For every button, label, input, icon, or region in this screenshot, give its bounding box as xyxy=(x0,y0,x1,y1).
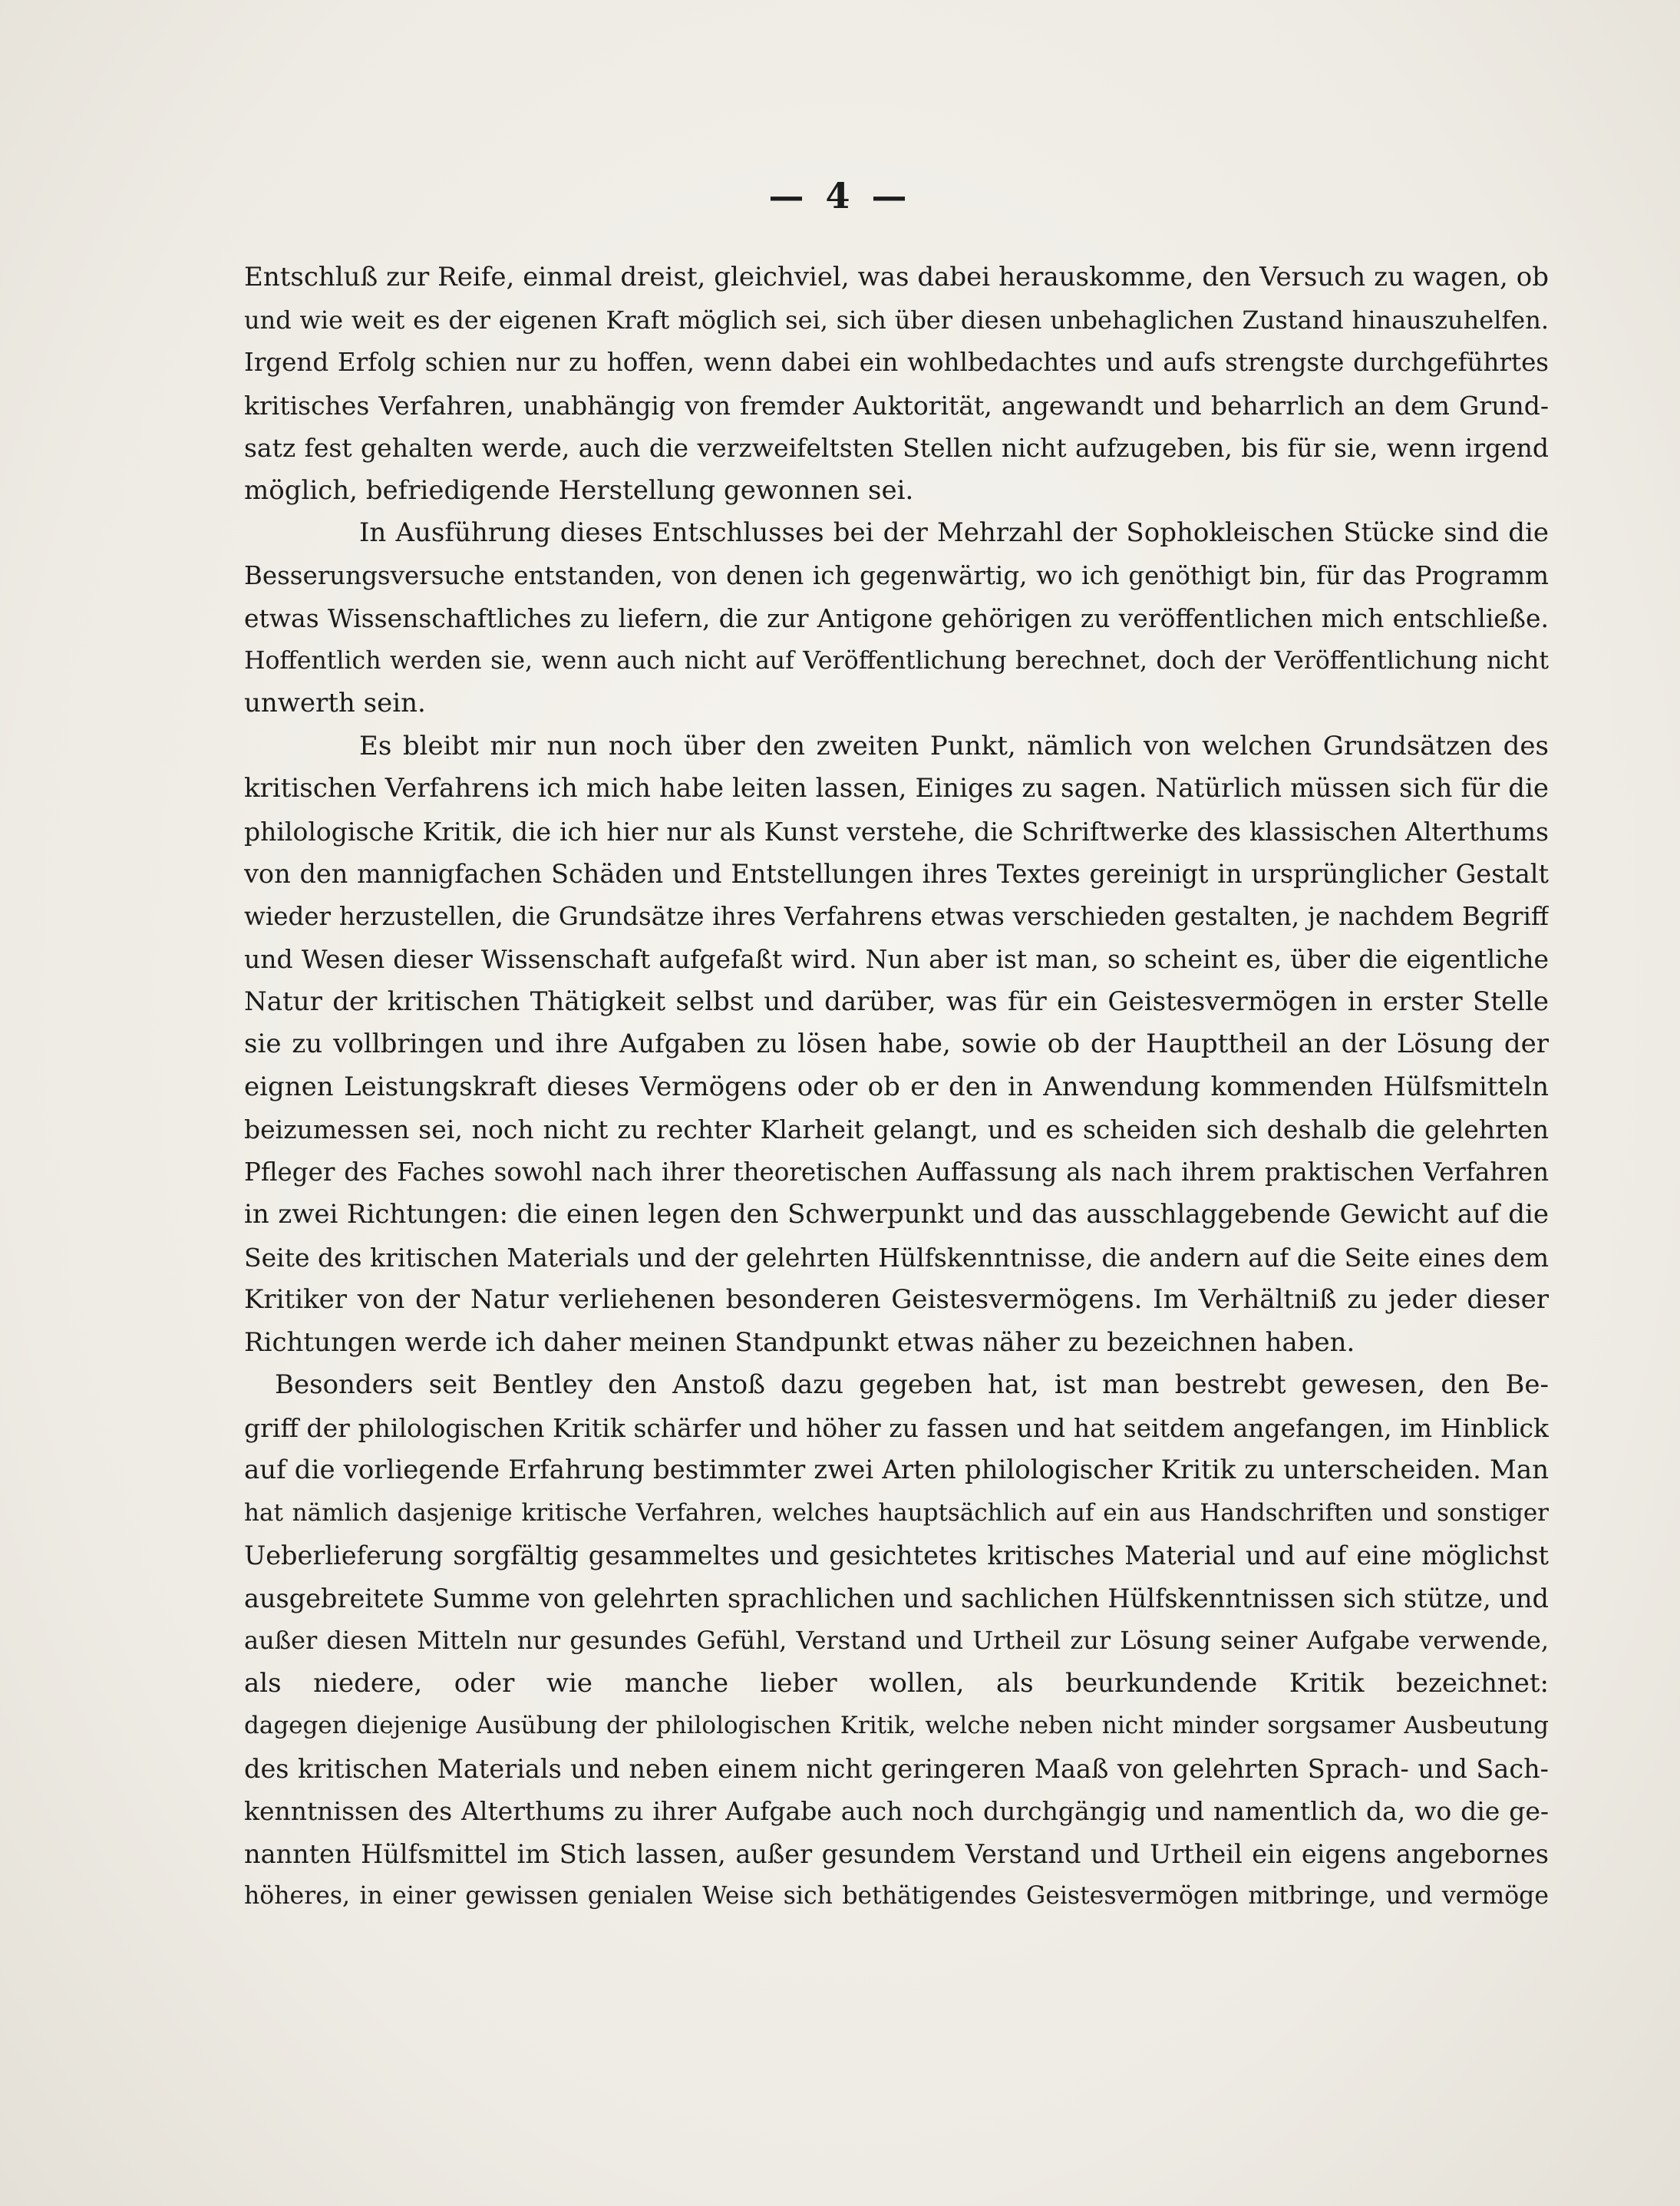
text-line: in zwei Richtungen: die einen legen den Schwerpunkt und das ausschlaggebende Gewicht auf die xyxy=(244,1199,1549,1230)
text-line: ausgebreitete Summe von gelehrten sprachlichen und sachlichen Hülfskenntnissen sich stütze, und xyxy=(244,1583,1549,1613)
body-text xyxy=(244,256,1549,1918)
text-line: nannten Hülfsmittel im Stich lassen, außer gesundem Verstand und Urtheil ein eigens angebornes xyxy=(244,1838,1549,1869)
text-line: möglich, befriedigende Herstellung gewonnen sei. xyxy=(244,474,914,506)
text-line: sie zu vollbringen und ihre Aufgaben zu lösen habe, sowie ob der Haupttheil an der Lösung der xyxy=(244,1029,1549,1059)
text-line: von den mannigfachen Schäden und Entstellungen ihres Textes gereinigt in ursprünglicher Gestalt xyxy=(244,859,1549,889)
text-line: Kritiker von der Natur verliehenen besonderen Geistesvermögens. Im Verhältniß zu jeder dieser xyxy=(244,1284,1549,1315)
text-line: hat nämlich dasjenige kritische Verfahren, welches hauptsächlich auf ein aus Handschriften und sonstiger xyxy=(244,1498,1549,1527)
text-line: Besserungsversuche entstanden, von denen ich gegenwärtig, wo ich genöthigt bin, für das Programm xyxy=(244,560,1549,590)
text-line: Natur der kritischen Thätigkeit selbst und darüber, was für ein Geistesvermögen in erster Stelle xyxy=(244,986,1549,1017)
text-line: auf die vorliegende Erfahrung bestimmter zwei Arten philologischer Kritik zu unterscheiden. Man xyxy=(244,1455,1549,1485)
text-line: Es bleibt mir nun noch über den zweiten Punkt, nämlich von welchen Grundsätzen des xyxy=(359,730,1549,761)
text-line: eignen Leistungskraft dieses Vermögens oder ob er den in Anwendung kommenden Hülfsmitteln xyxy=(244,1071,1549,1102)
text-line: kritisches Verfahren, unabhängig von fremder Auktorität, angewandt und beharrlich an dem Grund- xyxy=(244,390,1549,421)
text-line: als niedere, oder wie manche lieber wollen, als beurkundende Kritik bezeichnet: xyxy=(244,1667,1549,1699)
text-line: und wie weit es der eigenen Kraft möglich sei, sich über diesen unbehaglichen Zustand hinauszuhelfen. xyxy=(244,305,1549,335)
text-line: etwas Wissenschaftliches zu liefern, die zur Antigone gehörigen zu veröffentlichen mich entschließe. xyxy=(244,603,1549,633)
text-line: Seite des kritischen Materials und der gelehrten Hülfskenntnisse, die andern auf die Seite eines dem xyxy=(244,1242,1549,1273)
text-line: kenntnissen des Alterthums zu ihrer Aufgabe auch noch durchgängig und namentlich da, wo die ge- xyxy=(244,1796,1549,1826)
text-line: des kritischen Materials und neben einem nicht geringeren Maaß von gelehrten Sprach- und Sach- xyxy=(244,1753,1549,1784)
text-line: kritischen Verfahrens ich mich habe leiten lassen, Einiges zu sagen. Natürlich müssen sich für die xyxy=(244,773,1549,804)
text-line: satz fest gehalten werde, auch die verzweifeltsten Stellen nicht aufzugeben, bis für sie, wenn irgend xyxy=(244,433,1549,463)
text-line: Richtungen werde ich daher meinen Standpunkt etwas näher zu bezeichnen haben. xyxy=(244,1326,1355,1358)
text-line: Hoffentlich werden sie, wenn auch nicht auf Veröffentlichung berechnet, doch der Veröffentlichung nicht xyxy=(244,646,1549,675)
text-line: philologische Kritik, die ich hier nur als Kunst verstehe, die Schriftwerke des klassischen Alterthums xyxy=(244,816,1549,847)
text-line: dagegen diejenige Ausübung der philologischen Kritik, welche neben nicht minder sorgsamer Ausbeutung xyxy=(244,1712,1549,1739)
text-line: außer diesen Mitteln nur gesundes Gefühl, Verstand und Urtheil zur Lösung seiner Aufgabe verwende, xyxy=(244,1626,1549,1655)
text-line: höheres, in einer gewissen genialen Weise sich bethätigendes Geistesvermögen mitbringe, und vermöge xyxy=(244,1882,1549,1910)
text-line: und Wesen dieser Wissenschaft aufgefaßt wird. Nun aber ist man, so scheint es, über die eigentliche xyxy=(244,944,1549,974)
text-line: In Ausführung dieses Entschlusses bei der Mehrzahl der Sophokleischen Stücke sind die xyxy=(359,517,1549,548)
text-line: Ueberlieferung sorgfältig gesammeltes und gesichtetes kritisches Material und auf eine möglichst xyxy=(244,1541,1549,1570)
text-line: unwerth sein. xyxy=(244,688,426,718)
text-line: Irgend Erfolg schien nur zu hoffen, wenn dabei ein wohlbedachtes und aufs strengste durchgeführtes xyxy=(244,348,1549,377)
text-line: griff der philologischen Kritik schärfer und höher zu fassen und hat seitdem angefangen, im Hinblick xyxy=(244,1412,1549,1443)
text-line: Besonders seit Bentley den Anstoß dazu gegeben hat, ist man bestrebt gewesen, den Be- xyxy=(275,1369,1549,1400)
text-line: Entschluß zur Reife, einmal dreist, gleichviel, was dabei herauskomme, den Versuch zu wagen, ob xyxy=(244,262,1549,292)
text-line: wieder herzustellen, die Grundsätze ihres Verfahrens etwas verschieden gestalten, je nachdem Begriff xyxy=(244,901,1549,931)
text-line: Pfleger des Faches sowohl nach ihrer theoretischen Auffassung als nach ihrem praktischen Verfahren xyxy=(244,1157,1549,1187)
page-number: — 4 — xyxy=(768,175,912,216)
text-line: beizumessen sei, noch nicht zu rechter Klarheit gelangt, und es scheiden sich deshalb die gelehrten xyxy=(244,1115,1549,1144)
